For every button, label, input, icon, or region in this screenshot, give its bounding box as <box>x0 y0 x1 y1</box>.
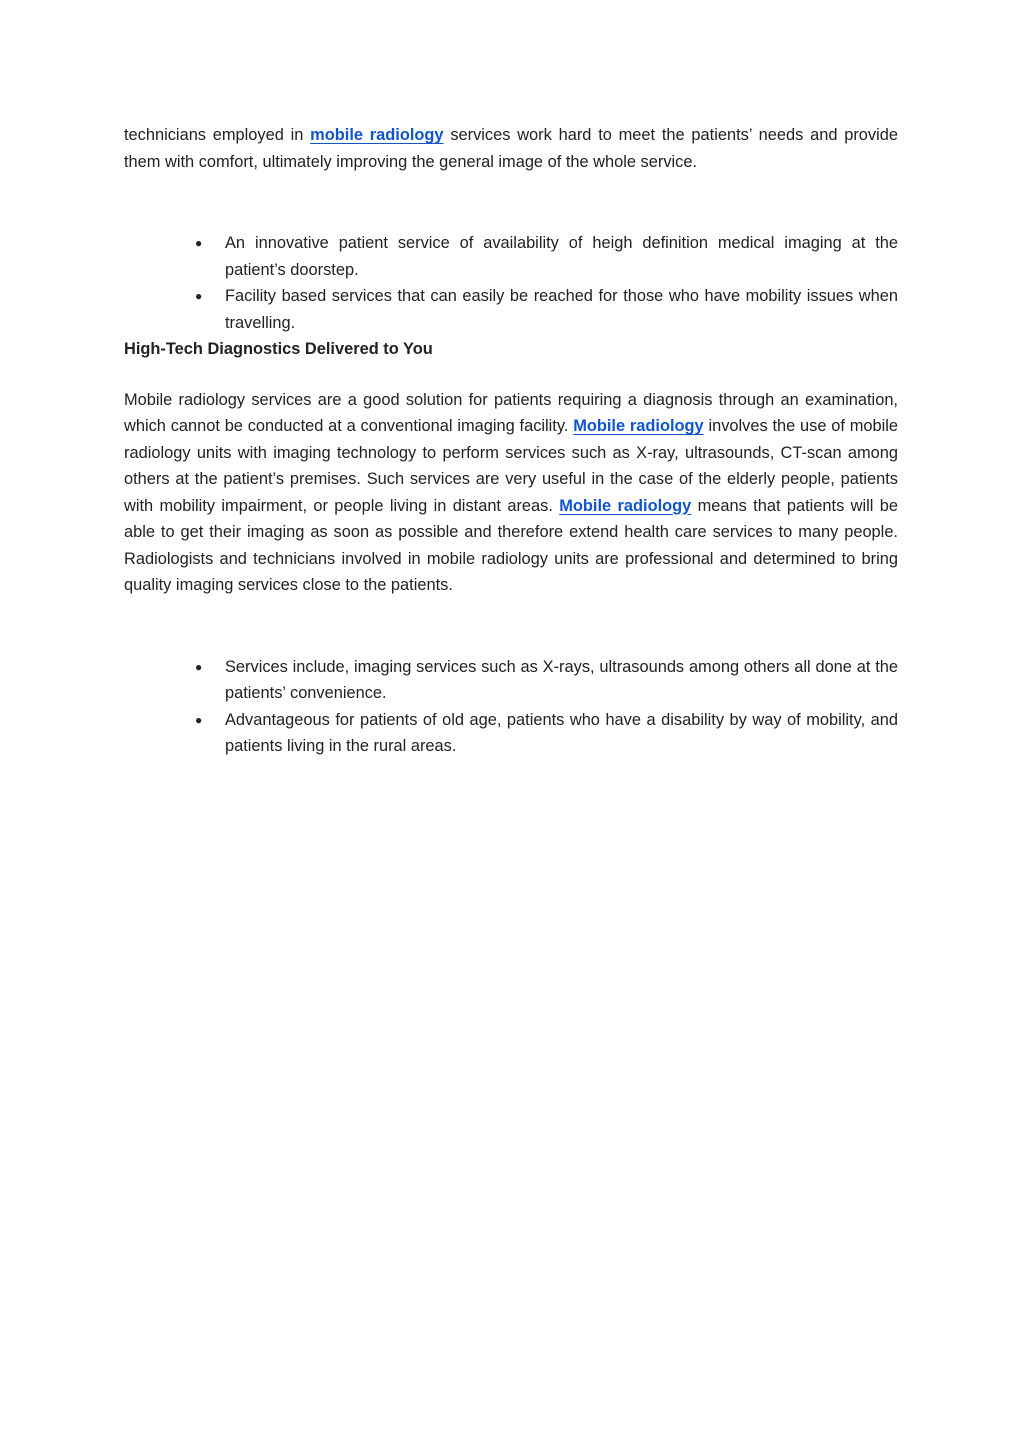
bullet-icon: ● <box>195 659 203 674</box>
list-item <box>195 283 898 336</box>
document-page <box>124 122 898 760</box>
intro-text-start: technicians employed in <box>124 126 311 144</box>
intro-paragraph <box>124 122 898 175</box>
bullet-icon: ● <box>195 289 203 303</box>
mobile-radiology-link[interactable]: Mobile radiology <box>573 417 704 435</box>
feature-list-one <box>124 230 898 336</box>
bullet-icon: ● <box>195 236 203 250</box>
bullet-icon: ● <box>195 712 203 727</box>
body-text-end: means that patients will be able to get their imaging as soon as possible and therefore extend health care services to many people. Radiologists and technicians involved in mobile radiology units are professional and determined to bring quality imaging services close to the patients. <box>124 496 898 594</box>
list-item-text: Facility based services that can easily be reached for those who have mobility issues when travelling. <box>225 287 898 332</box>
list-item <box>195 230 898 283</box>
mobile-radiology-link[interactable]: mobile radiology <box>310 126 444 144</box>
body-text-start: Mobile radiology services are a good solution for patients requiring a diagnosis through an examination, which cannot be conducted at a conventional imaging facility. <box>124 390 898 435</box>
list-item <box>195 707 898 760</box>
list-item <box>195 654 898 707</box>
mobile-radiology-link[interactable]: Mobile radiology <box>559 496 692 515</box>
body-paragraph <box>124 387 898 599</box>
section-heading: High-Tech Diagnostics Delivered to You <box>124 340 433 358</box>
list-item-text: Advantageous for patients of old age, patients who have a disability by way of mobility, and patients living in the rural areas. <box>225 710 898 755</box>
intro-text-end: services work hard to meet the patients’ needs and provide them with comfort, ultimately improving the general image of the whole service. <box>124 126 898 171</box>
feature-list-two <box>124 654 898 760</box>
list-item-text: Services include, imaging services such as X-rays, ultrasounds among others all done at the patients’ convenience. <box>225 657 898 702</box>
list-item-text: An innovative patient service of availability of heigh definition medical imaging at the patient’s doorstep. <box>225 234 898 279</box>
body-text-middle: involves the use of mobile radiology units with imaging technology to perform services such as X-ray, ultrasounds, CT-scan among others at the patient’s premises. Such services are very useful in the case of the elderly people, patients with mobility impairment, or people living in distant areas. <box>124 417 898 515</box>
